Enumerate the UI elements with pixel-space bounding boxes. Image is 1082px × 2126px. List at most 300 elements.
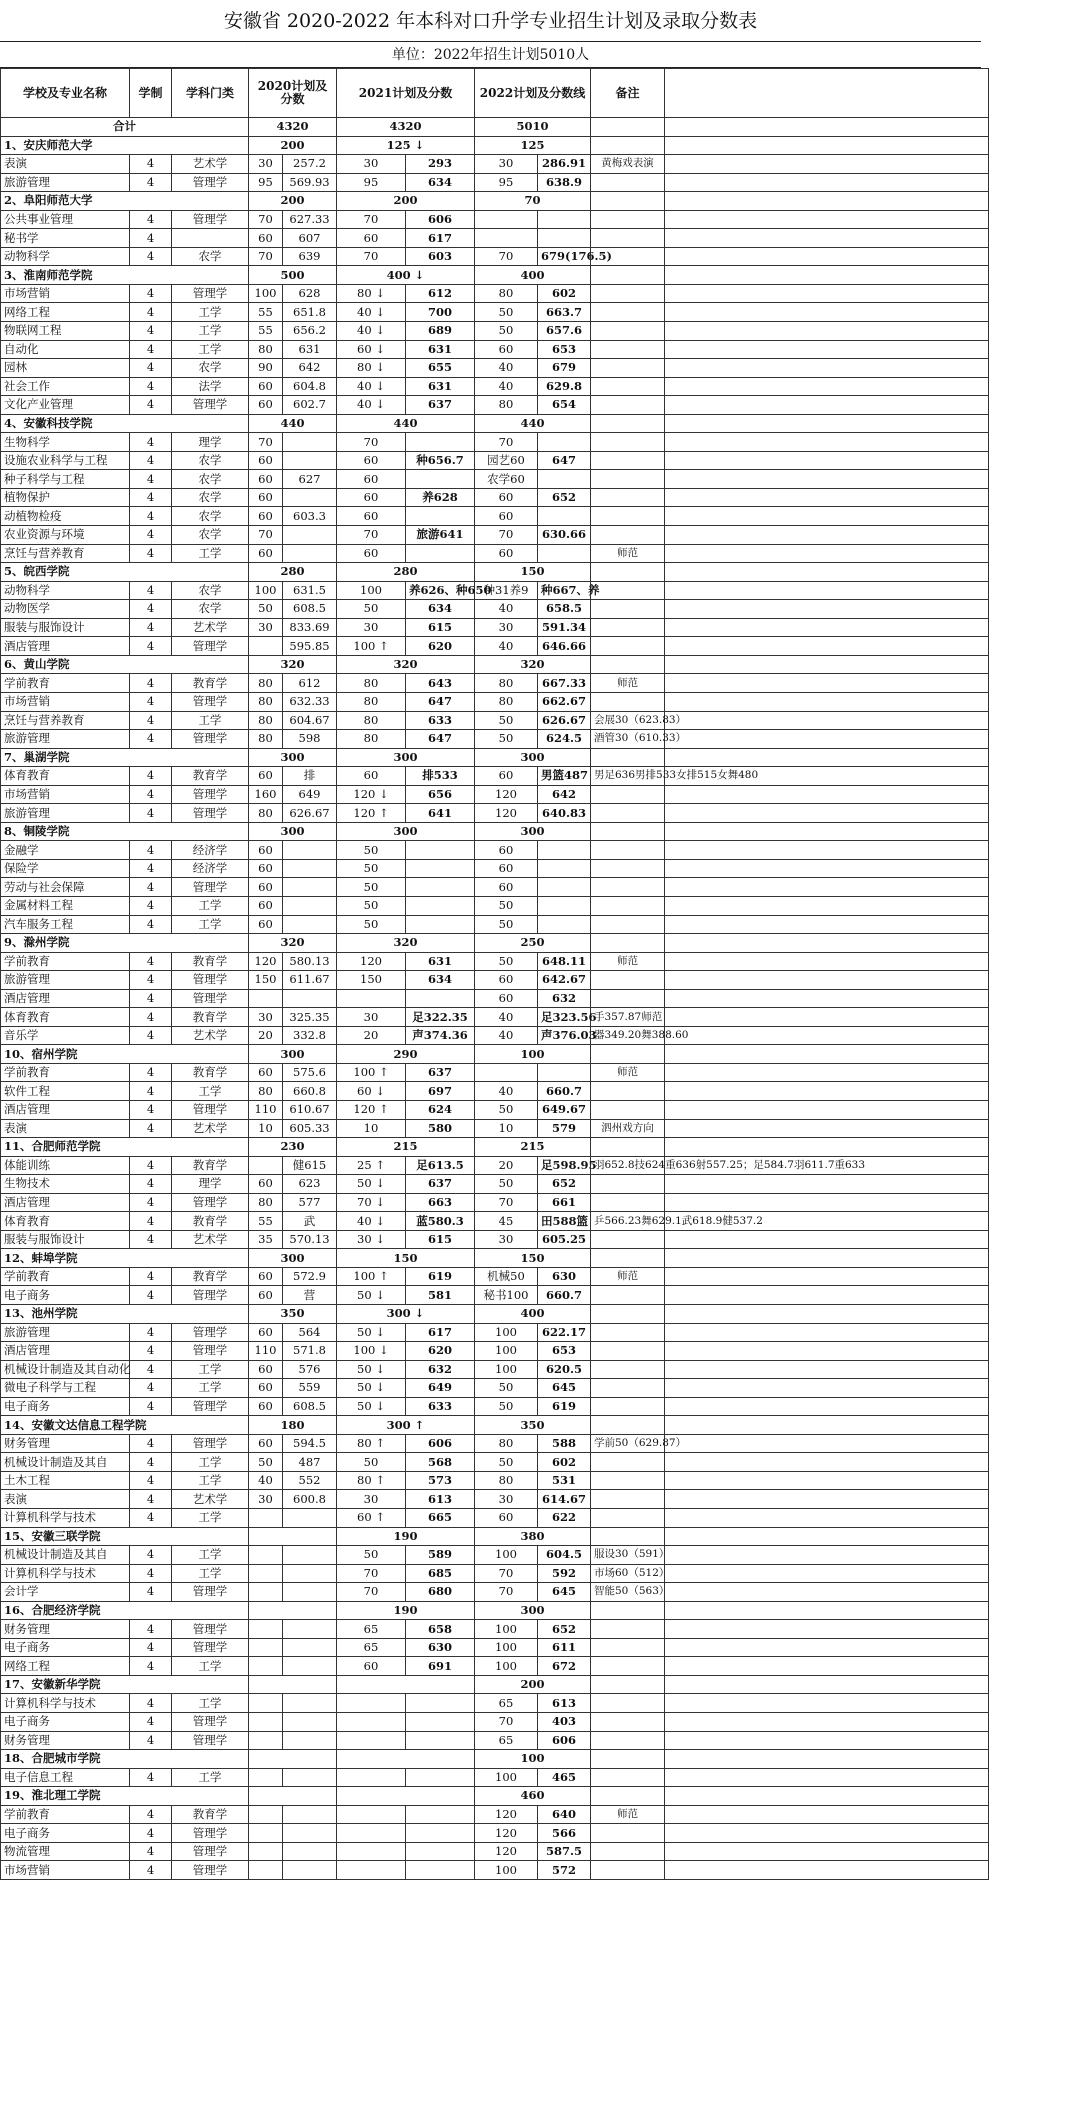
- major-row: [1, 1286, 1082, 1305]
- plan-2021: 70: [337, 210, 406, 229]
- major-blank: [665, 377, 989, 396]
- major-row: [1, 1267, 1082, 1286]
- plan-2021: 30: [337, 1490, 406, 1509]
- plan-2020: 110: [249, 1100, 283, 1119]
- score-2022: [538, 896, 591, 915]
- score-2021: [406, 878, 475, 897]
- score-2022: 648.11: [538, 952, 591, 971]
- score-2020: [283, 1824, 337, 1843]
- score-2021: 631: [406, 377, 475, 396]
- major-blank: [665, 359, 989, 378]
- major-discipline: 工学: [172, 340, 249, 359]
- major-remark: [591, 1397, 665, 1416]
- plan-2022: 70: [475, 247, 538, 266]
- plan-2021: 100 ↓: [337, 1342, 406, 1361]
- plan-2021: 50 ↓: [337, 1286, 406, 1305]
- score-2022: [538, 915, 591, 934]
- header-2022: 2022计划及分数线: [475, 69, 591, 118]
- school-plan-2020: 300: [249, 822, 337, 841]
- score-2020: 623: [283, 1175, 337, 1194]
- score-2021: [406, 896, 475, 915]
- score-2020: [283, 1509, 337, 1528]
- major-discipline: 工学: [172, 1546, 249, 1565]
- major-blank: [665, 488, 989, 507]
- score-2022: [538, 470, 591, 489]
- plan-2021: 40 ↓: [337, 303, 406, 322]
- score-2020: 594.5: [283, 1434, 337, 1453]
- score-2020: [283, 1564, 337, 1583]
- plan-2021: [337, 1842, 406, 1861]
- score-2022: 649.67: [538, 1100, 591, 1119]
- major-duration: 4: [130, 1824, 172, 1843]
- major-blank: [665, 1434, 989, 1453]
- major-blank: [665, 878, 989, 897]
- major-blank: [665, 1119, 989, 1138]
- score-2021: 573: [406, 1471, 475, 1490]
- major-duration: 4: [130, 1212, 172, 1231]
- major-blank: [665, 1082, 989, 1101]
- major-blank: [665, 322, 989, 341]
- plan-2022: 农学60: [475, 470, 538, 489]
- plan-2021: [337, 1805, 406, 1824]
- plan-2020: 60: [249, 470, 283, 489]
- major-blank: [665, 859, 989, 878]
- major-discipline: 管理学: [172, 804, 249, 823]
- major-blank: [665, 730, 989, 749]
- school-blank: [665, 1750, 989, 1769]
- major-remark: [591, 841, 665, 860]
- school-plan-2020: 440: [249, 414, 337, 433]
- major-duration: 4: [130, 1564, 172, 1583]
- plan-2022: 30: [475, 1230, 538, 1249]
- major-row: [1, 451, 1082, 470]
- plan-2021: 50 ↓: [337, 1379, 406, 1398]
- plan-2020: 60: [249, 1267, 283, 1286]
- major-row: [1, 340, 1082, 359]
- major-duration: 4: [130, 1434, 172, 1453]
- score-2021: 排533: [406, 767, 475, 786]
- major-blank: [665, 284, 989, 303]
- major-discipline: 法学: [172, 377, 249, 396]
- major-duration: 4: [130, 1620, 172, 1639]
- major-blank: [665, 711, 989, 730]
- score-2020: 604.8: [283, 377, 337, 396]
- school-name: 17、安徽新华学院: [1, 1675, 249, 1694]
- school-row: [1, 563, 1082, 582]
- major-duration: 4: [130, 1119, 172, 1138]
- plan-2020: 80: [249, 1193, 283, 1212]
- school-plan-2021: 190: [337, 1601, 475, 1620]
- major-remark: [591, 1286, 665, 1305]
- score-2021: 643: [406, 674, 475, 693]
- page-title: 安徽省 2020-2022 年本科对口升学专业招生计划及录取分数表: [0, 0, 981, 42]
- major-duration: 4: [130, 878, 172, 897]
- score-2020: 排: [283, 767, 337, 786]
- school-plan-2020: 300: [249, 1249, 337, 1268]
- major-name: 公共事业管理: [1, 210, 130, 229]
- score-2022: 626.67: [538, 711, 591, 730]
- major-blank: [665, 1824, 989, 1843]
- major-duration: 4: [130, 340, 172, 359]
- major-row: [1, 1471, 1082, 1490]
- major-row: [1, 1156, 1082, 1175]
- major-name: 劳动与社会保障: [1, 878, 130, 897]
- major-remark: [591, 396, 665, 415]
- major-duration: 4: [130, 544, 172, 563]
- major-remark: [591, 303, 665, 322]
- major-name: 表演: [1, 1490, 130, 1509]
- school-plan-2021: [337, 1675, 475, 1694]
- school-remark: [591, 1138, 665, 1157]
- major-duration: 4: [130, 711, 172, 730]
- score-2020: 642: [283, 359, 337, 378]
- major-discipline: 工学: [172, 1564, 249, 1583]
- score-2020: 610.67: [283, 1100, 337, 1119]
- score-2020: [283, 1546, 337, 1565]
- score-2020: 564: [283, 1323, 337, 1342]
- school-plan-2021: 200: [337, 192, 475, 211]
- school-plan-2021: 215: [337, 1138, 475, 1157]
- plan-2020: 60: [249, 1323, 283, 1342]
- major-remark: 市场60（512）: [591, 1564, 665, 1583]
- major-row: [1, 581, 1082, 600]
- plan-2021: 100 ↑: [337, 1267, 406, 1286]
- score-2021: 620: [406, 637, 475, 656]
- plan-2020: 60: [249, 229, 283, 248]
- plan-2021: [337, 1824, 406, 1843]
- plan-2021: 60: [337, 470, 406, 489]
- plan-2022: 70: [475, 1193, 538, 1212]
- score-2020: 631: [283, 340, 337, 359]
- school-name: 7、巢湖学院: [1, 748, 249, 767]
- score-2021: [406, 989, 475, 1008]
- school-row: [1, 1527, 1082, 1546]
- plan-2022: 50: [475, 711, 538, 730]
- major-blank: [665, 1193, 989, 1212]
- major-name: 烹饪与营养教育: [1, 711, 130, 730]
- plan-2021: 70: [337, 526, 406, 545]
- plan-2022: 10: [475, 1119, 538, 1138]
- major-remark: 泗州戏方向: [591, 1119, 665, 1138]
- major-discipline: 工学: [172, 711, 249, 730]
- plan-2022: 50: [475, 1453, 538, 1472]
- school-blank: [665, 1045, 989, 1064]
- plan-2020: 60: [249, 396, 283, 415]
- score-2022: 630.66: [538, 526, 591, 545]
- major-row: [1, 1008, 1082, 1027]
- score-2021: 663: [406, 1193, 475, 1212]
- major-name: 自动化: [1, 340, 130, 359]
- plan-2022: 50: [475, 1397, 538, 1416]
- major-discipline: 艺术学: [172, 1119, 249, 1138]
- plan-2022: 45: [475, 1212, 538, 1231]
- major-duration: 4: [130, 1638, 172, 1657]
- plan-2022: 100: [475, 1360, 538, 1379]
- school-row: [1, 192, 1082, 211]
- major-remark: [591, 1453, 665, 1472]
- score-2022: 647: [538, 451, 591, 470]
- major-row: [1, 600, 1082, 619]
- score-2020: 632.33: [283, 692, 337, 711]
- school-row: [1, 822, 1082, 841]
- major-remark: [591, 1193, 665, 1212]
- plan-2020: 20: [249, 1026, 283, 1045]
- score-2022: 645: [538, 1583, 591, 1602]
- major-remark: [591, 1657, 665, 1676]
- major-duration: 4: [130, 1805, 172, 1824]
- plan-2022: 80: [475, 692, 538, 711]
- score-2021: 630: [406, 1638, 475, 1657]
- major-duration: 4: [130, 1471, 172, 1490]
- major-remark: [591, 785, 665, 804]
- major-name: 机械设计制造及其自: [1, 1546, 130, 1565]
- major-remark: [591, 340, 665, 359]
- score-2020: [283, 896, 337, 915]
- score-2021: [406, 841, 475, 860]
- major-name: 网络工程: [1, 303, 130, 322]
- score-2020: 552: [283, 1471, 337, 1490]
- plan-2021: 10: [337, 1119, 406, 1138]
- major-discipline: 管理学: [172, 1638, 249, 1657]
- school-plan-2021: 320: [337, 655, 475, 674]
- major-name: 机械设计制造及其自: [1, 1453, 130, 1472]
- plan-2020: 60: [249, 767, 283, 786]
- plan-2022: 60: [475, 1509, 538, 1528]
- school-remark: [591, 136, 665, 155]
- major-name: 酒店管理: [1, 1193, 130, 1212]
- plan-2021: 70: [337, 433, 406, 452]
- major-duration: 4: [130, 1342, 172, 1361]
- score-2020: 660.8: [283, 1082, 337, 1101]
- major-discipline: 工学: [172, 1379, 249, 1398]
- score-2022: 640.83: [538, 804, 591, 823]
- school-row: [1, 934, 1082, 953]
- major-row: [1, 1842, 1082, 1861]
- school-name: 2、阜阳师范大学: [1, 192, 249, 211]
- score-2020: [283, 1638, 337, 1657]
- plan-2021: 50: [337, 896, 406, 915]
- major-name: 体能训练: [1, 1156, 130, 1175]
- major-duration: 4: [130, 1175, 172, 1194]
- school-row: [1, 414, 1082, 433]
- score-2021: 634: [406, 600, 475, 619]
- plan-2021: 60: [337, 1657, 406, 1676]
- major-discipline: 工学: [172, 1509, 249, 1528]
- school-remark: [591, 563, 665, 582]
- school-remark: [591, 655, 665, 674]
- score-2020: 572.9: [283, 1267, 337, 1286]
- major-name: 财务管理: [1, 1620, 130, 1639]
- major-discipline: 教育学: [172, 1156, 249, 1175]
- plan-2020: [249, 1713, 283, 1732]
- plan-2022: 80: [475, 284, 538, 303]
- score-2020: 603.3: [283, 507, 337, 526]
- score-2021: 足322.35: [406, 1008, 475, 1027]
- major-name: 学前教育: [1, 674, 130, 693]
- major-remark: [591, 488, 665, 507]
- school-plan-2021: 300: [337, 822, 475, 841]
- score-2022: 672: [538, 1657, 591, 1676]
- score-2022: 足323.56: [538, 1008, 591, 1027]
- plan-2020: [249, 1156, 283, 1175]
- major-blank: [665, 1546, 989, 1565]
- major-name: 烹饪与营养教育: [1, 544, 130, 563]
- school-name: 11、合肥师范学院: [1, 1138, 249, 1157]
- major-blank: [665, 451, 989, 470]
- major-row: [1, 1193, 1082, 1212]
- plan-2021: 50 ↓: [337, 1323, 406, 1342]
- score-2021: [406, 433, 475, 452]
- major-blank: [665, 1805, 989, 1824]
- score-2021: 293: [406, 155, 475, 174]
- plan-2021: 80: [337, 674, 406, 693]
- plan-2021: 120 ↑: [337, 1100, 406, 1119]
- total-2021: 4320: [337, 118, 475, 137]
- plan-2020: 50: [249, 600, 283, 619]
- plan-2021: 50: [337, 859, 406, 878]
- major-discipline: 农学: [172, 359, 249, 378]
- school-row: [1, 136, 1082, 155]
- score-2020: 631.5: [283, 581, 337, 600]
- major-duration: 4: [130, 859, 172, 878]
- major-blank: [665, 1490, 989, 1509]
- major-name: 计算机科学与技术: [1, 1509, 130, 1528]
- school-plan-2020: 200: [249, 192, 337, 211]
- plan-2022: 100: [475, 1657, 538, 1676]
- major-remark: [591, 1768, 665, 1787]
- major-duration: 4: [130, 229, 172, 248]
- major-row: [1, 674, 1082, 693]
- major-discipline: 工学: [172, 1657, 249, 1676]
- plan-2022: 80: [475, 396, 538, 415]
- major-duration: 4: [130, 692, 172, 711]
- school-remark: [591, 748, 665, 767]
- major-row: [1, 1026, 1082, 1045]
- major-row: [1, 1212, 1082, 1231]
- plan-2022: 60: [475, 841, 538, 860]
- score-2022: 624.5: [538, 730, 591, 749]
- plan-2021: 40 ↓: [337, 377, 406, 396]
- plan-2020: 60: [249, 878, 283, 897]
- score-2021: 658: [406, 1620, 475, 1639]
- major-remark: [591, 451, 665, 470]
- plan-2022: 60: [475, 859, 538, 878]
- plan-2022: 60: [475, 488, 538, 507]
- school-blank: [665, 1305, 989, 1324]
- plan-2020: [249, 1842, 283, 1861]
- major-duration: 4: [130, 1694, 172, 1713]
- school-plan-2021: 150: [337, 1249, 475, 1268]
- score-2020: 626.67: [283, 804, 337, 823]
- plan-2022: 60: [475, 340, 538, 359]
- plan-2021: 80: [337, 730, 406, 749]
- major-row: [1, 1805, 1082, 1824]
- major-remark: [591, 692, 665, 711]
- major-duration: 4: [130, 1713, 172, 1732]
- major-discipline: 管理学: [172, 1861, 249, 1880]
- major-name: 服装与服饰设计: [1, 618, 130, 637]
- major-blank: [665, 1063, 989, 1082]
- major-duration: 4: [130, 1008, 172, 1027]
- major-discipline: 农学: [172, 451, 249, 470]
- plan-2021: 60 ↓: [337, 1082, 406, 1101]
- major-row: [1, 1453, 1082, 1472]
- major-remark: [591, 1861, 665, 1880]
- major-name: 市场营销: [1, 785, 130, 804]
- major-row: [1, 971, 1082, 990]
- plan-2021: 60: [337, 451, 406, 470]
- school-plan-2022: 300: [475, 822, 591, 841]
- score-2020: 605.33: [283, 1119, 337, 1138]
- major-name: 旅游管理: [1, 730, 130, 749]
- score-2020: 600.8: [283, 1490, 337, 1509]
- plan-2022: [475, 229, 538, 248]
- major-duration: 4: [130, 1546, 172, 1565]
- major-row: [1, 377, 1082, 396]
- major-row: [1, 804, 1082, 823]
- plan-2021: 70: [337, 1564, 406, 1583]
- score-2021: 649: [406, 1379, 475, 1398]
- major-discipline: 工学: [172, 1471, 249, 1490]
- major-blank: [665, 1583, 989, 1602]
- major-discipline: 管理学: [172, 730, 249, 749]
- major-duration: 4: [130, 841, 172, 860]
- plan-2021: 120 ↓: [337, 785, 406, 804]
- major-name: 网络工程: [1, 1657, 130, 1676]
- major-row: [1, 229, 1082, 248]
- school-plan-2022: 300: [475, 748, 591, 767]
- major-row: [1, 711, 1082, 730]
- plan-2020: 60: [249, 377, 283, 396]
- major-name: 旅游管理: [1, 971, 130, 990]
- score-2022: 653: [538, 340, 591, 359]
- score-2022: 606: [538, 1731, 591, 1750]
- plan-2020: 70: [249, 526, 283, 545]
- score-2022: 652: [538, 1175, 591, 1194]
- major-discipline: 农学: [172, 600, 249, 619]
- major-row: [1, 1342, 1082, 1361]
- plan-2022: 40: [475, 1026, 538, 1045]
- major-discipline: 农学: [172, 581, 249, 600]
- major-remark: [591, 618, 665, 637]
- school-plan-2020: 500: [249, 266, 337, 285]
- score-2022: 657.6: [538, 322, 591, 341]
- major-remark: 乒566.23舞629.1武618.9健537.2: [591, 1212, 665, 1231]
- major-blank: [665, 1379, 989, 1398]
- score-2020: [283, 488, 337, 507]
- score-2022: 579: [538, 1119, 591, 1138]
- school-plan-2021: 290: [337, 1045, 475, 1064]
- school-plan-2020: 300: [249, 748, 337, 767]
- major-name: 市场营销: [1, 1861, 130, 1880]
- school-blank: [665, 1527, 989, 1546]
- score-2022: 605.25: [538, 1230, 591, 1249]
- major-remark: [591, 359, 665, 378]
- major-name: 旅游管理: [1, 804, 130, 823]
- school-name: 19、淮北理工学院: [1, 1787, 249, 1806]
- major-blank: [665, 1731, 989, 1750]
- major-row: [1, 1546, 1082, 1565]
- score-2022: 667.33: [538, 674, 591, 693]
- score-2021: 634: [406, 173, 475, 192]
- plan-2022: 50: [475, 322, 538, 341]
- major-name: 会计学: [1, 1583, 130, 1602]
- score-2020: 健615: [283, 1156, 337, 1175]
- major-name: 财务管理: [1, 1731, 130, 1750]
- major-discipline: 经济学: [172, 841, 249, 860]
- major-discipline: 教育学: [172, 1267, 249, 1286]
- score-2021: 养626、种650: [406, 581, 475, 600]
